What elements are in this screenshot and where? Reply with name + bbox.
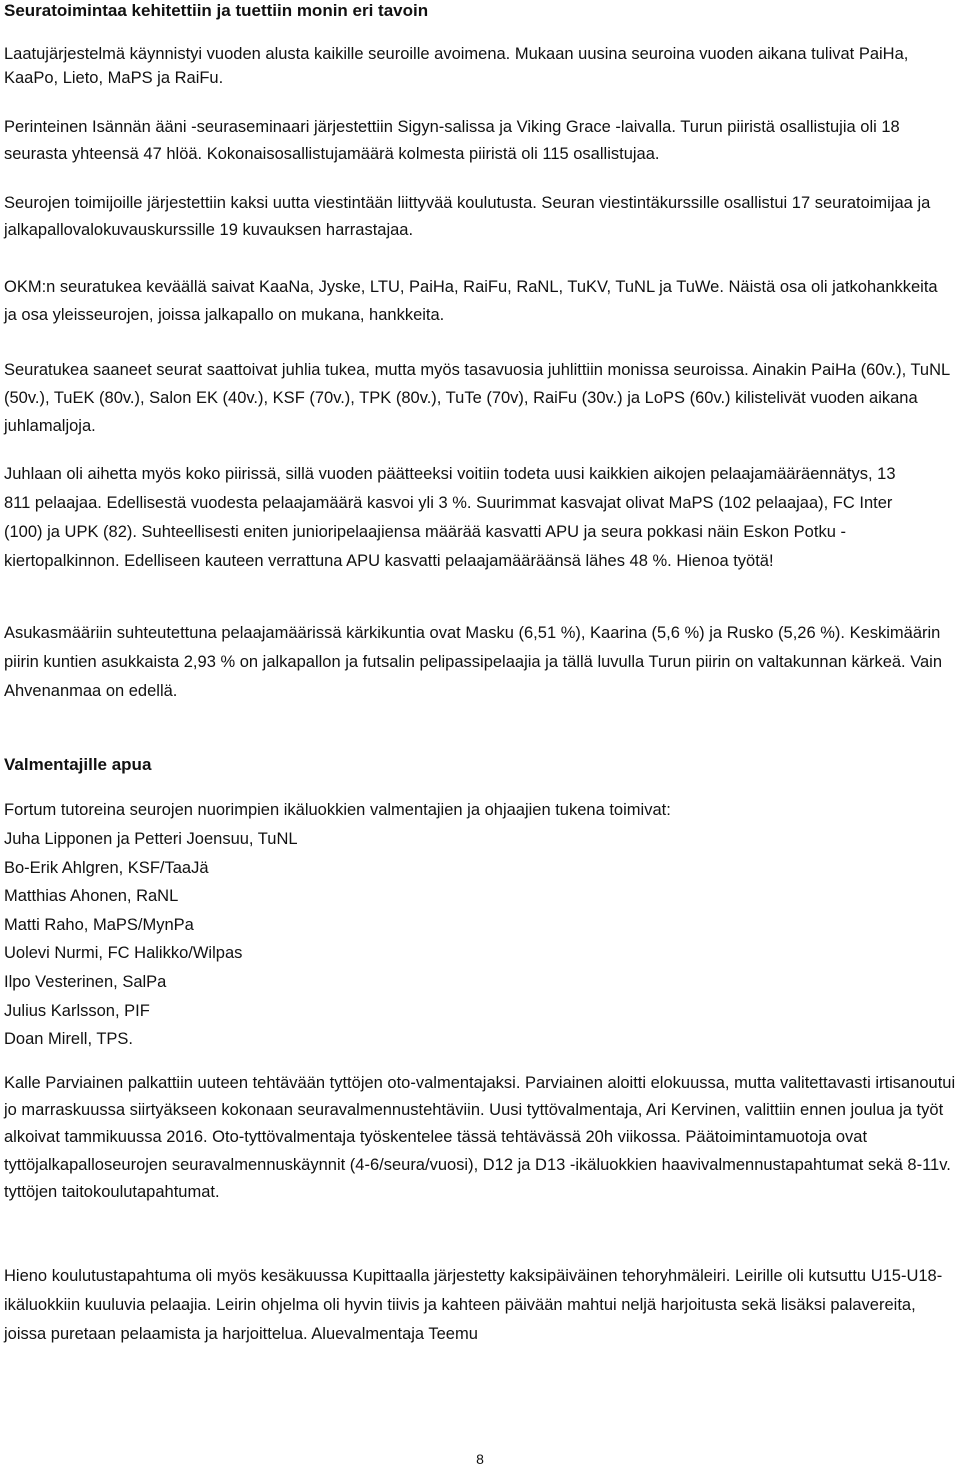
tutor-intro: Fortum tutoreina seurojen nuorimpien ikäluokkien valmentajien ja ohjaajien tukena toimivat:: [4, 801, 671, 819]
paragraph-viestintakoulutus: Seurojen toimijoille järjestettiin kaksi uutta viestintään liittyvää koulutusta. Seuran viestintäkurssille osallistui 17 seuratoimijaa ja jalkapallovalokuvauskurssille 19 kuvauksen harrastajaa.: [4, 194, 931, 239]
list-item: Bo-Erik Ahlgren, KSF/TaaJä: [4, 858, 209, 877]
paragraph-tehoryhmaleiri: Hieno koulutustapahtuma oli myös kesäkuussa Kupittaalla järjestetty kaksipäiväinen tehoryhmäleiri. Leirille oli kutsuttu U15-U18-ikäluokkiin kuuluvia pelaajia. Leirin ohjelma oli hyvin tiivis ja kahteen päivään mahtui neljä harjoitusta sekä lisäksi palavereita, joissa puretaan pelaamista ja harjoittelua. Aluevalmentaja Teemu: [4, 1267, 943, 1343]
section-heading-valmentajille: Valmentajille apua: [4, 755, 152, 774]
paragraph-laatujarjestelma: Laatujärjestelmä käynnistyi vuoden alusta kaikille seuroille avoimena. Mukaan uusina seuroina vuoden aikana tulivat PaiHa, KaaPo, Lieto, MaPS ja RaiFu.: [4, 45, 909, 87]
list-item: Uolevi Nurmi, FC Halikko/Wilpas: [4, 944, 243, 963]
tutor-list: [4, 825, 954, 1054]
section-heading-seuratoiminta: Seuratoimintaa kehitettiin ja tuettiin monin eri tavoin: [4, 1, 429, 20]
paragraph-okm-seuratuki: OKM:n seuratukea keväällä saivat KaaNa, Jyske, LTU, PaiHa, RaiFu, RaNL, TuKV, TuNL ja TuWe. Näistä osa oli jatkohankkeita ja osa yleisseurojen, joissa jalkapallo on mukana, hankkeita.: [4, 278, 938, 324]
list-item: Juha Lipponen ja Petteri Joensuu, TuNL: [4, 830, 298, 848]
list-item: Matti Raho, MaPS/MynPa: [4, 915, 194, 934]
list-item: Doan Mirell, TPS.: [4, 1030, 133, 1049]
list-item: Ilpo Vesterinen, SalPa: [4, 972, 167, 991]
paragraph-isannan-aani: Perinteinen Isännän ääni -seuraseminaari järjestettiin Sigyn-salissa ja Viking Grace -laivalla. Turun piiristä osallistujia oli 18 seurasta yhteensä 47 hlöä. Kokonaisosallistujamäärä kolmesta piiristä oli 115 osallistujaa.: [4, 118, 900, 163]
paragraph-asukasmaara: Asukasmääriin suhteutettuna pelaajamäärissä kärkikuntia ovat Masku (6,51 %), Kaarina (5,6 %) ja Rusko (5,26 %). Keskimäärin piirin kuntien asukkaista 2,93 % on jalkapallon ja futsalin pelipassipelaajia ja tällä luvulla Turun piirin on valtakunnan kärkeä. Vain Ahvenanmaa on edellä.: [4, 624, 943, 700]
paragraph-juhlavuodet: Seuratukea saaneet seurat saattoivat juhlia tukea, mutta myös tasavuosia juhlittiin monissa seuroissa. Ainakin PaiHa (60v.), TuNL (50v.), TuEK (80v.), Salon EK (40v.), KSF (70v.), TPK (80v.), TuTe (70v), RaiFu (30v.) ja LoPS (60v.) kilistelivät vuoden aikana juhlamaljoja.: [4, 361, 950, 435]
paragraph-pelaajamaara: Juhlaan oli aihetta myös koko piirissä, sillä vuoden päätteeksi voitiin todeta uusi kaikkien aikojen pelaajamääräennätys, 13 811 pelaajaa. Edellisestä vuodesta pelaajamäärä kasvoi yli 3 %. Suurimmat kasvajat olivat MaPS (102 pelaajaa), FC Inter (100) ja UPK (82). Suhteellisesti eniten junioripelaajiensa määrää kasvatti APU ja seura pokkasi näin Eskon Potku -kiertopalkinnon. Edelliseen kauteen verrattuna APU kasvatti pelaajamääräänsä lähes 48 %. Hienoa työtä!: [4, 465, 896, 570]
list-item: Julius Karlsson, PIF: [4, 1001, 150, 1020]
page-number: 8: [476, 1451, 484, 1467]
list-item: Matthias Ahonen, RaNL: [4, 887, 179, 906]
paragraph-tyttovalmentaja: Kalle Parviainen palkattiin uuteen tehtävään tyttöjen oto-valmentajaksi. Parviainen aloitti elokuussa, mutta valitettavasti irtisanoutui jo marraskuussa siirtyäkseen kokonaan seuravalmennustehtäviin. Uusi tyttövalmentaja, Ari Kervinen, valittiin ennen joulua ja työt alkoivat tammikuussa 2016. Oto-tyttövalmentaja työskentelee tässä tehtävässä 20h viikossa. Päätoimintamuotoja ovat tyttöjalkapalloseurojen seuravalmennuskäynnit (4-6/seura/vuosi), D12 ja D13 -ikäluokkien haavivalmennustapahtumat sekä 8-11v. tyttöjen taitokoulutapahtumat.: [4, 1074, 956, 1201]
